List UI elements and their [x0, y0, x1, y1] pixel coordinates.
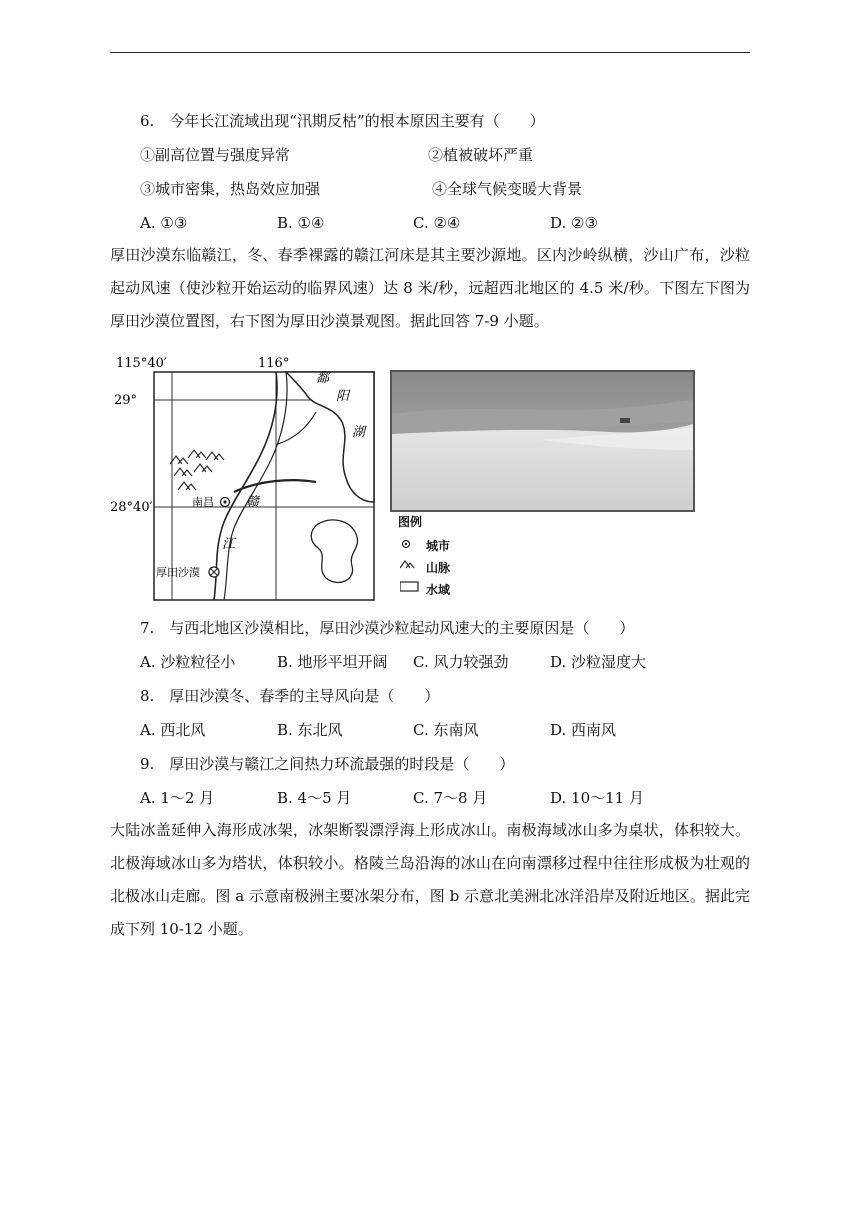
- label-gan-2: 江: [222, 537, 236, 552]
- q6-option-a: A. ①③: [140, 214, 188, 232]
- label-gan-1: 赣: [246, 495, 260, 510]
- map-legend: [398, 514, 518, 604]
- q7-option-a: A. 沙粒粒径小: [140, 653, 236, 671]
- intro-paragraph-10-12: 大陆冰盖延伸入海形成冰架，冰架断裂漂浮海上形成冰山。南极海域冰山多为桌状，体积较大。北极海域冰山多为塔状，体积较小。格陵兰岛沿海的冰山在向南漂移过程中往往形成极为壮观的北极冰山走廊。图 a 示意南极洲主要冰架分布，图 b 示意北美洲北冰洋沿岸及附近地区。据此完成下列 10-12 小题。: [110, 821, 750, 938]
- q7-option-c: C. 风力较强劲: [413, 653, 509, 671]
- q8-option-d: D. 西南风: [550, 721, 617, 739]
- lat-label-2: 28°40′: [110, 500, 153, 515]
- q6-stem: 6. 今年长江流域出现“汛期反枯”的根本原因主要有（ ）: [140, 112, 545, 130]
- figure-houtian-desert: [110, 352, 710, 604]
- label-nanchang: 南昌: [192, 496, 214, 509]
- label-poyang-2: 阳: [336, 389, 350, 404]
- q8-option-b: B. 东北风: [277, 721, 343, 739]
- q6-item-1: ①副高位置与强度异常: [140, 146, 291, 164]
- q7-option-b: B. 地形平坦开阔: [277, 653, 388, 671]
- q6-item-4: ④全球气候变暖大背景: [432, 180, 583, 198]
- desert-landscape-photo: [390, 370, 695, 512]
- q7-option-d: D. 沙粒湿度大: [550, 653, 647, 671]
- q9-option-b: B. 4～5 月: [277, 789, 352, 807]
- header-rule: [110, 52, 750, 53]
- q6-option-c: C. ②④: [413, 214, 461, 232]
- q6-item-3: ③城市密集，热岛效应加强: [140, 180, 321, 198]
- q9-option-d: D. 10～11 月: [550, 789, 644, 807]
- label-poyang-1: 鄱: [316, 371, 330, 386]
- intro-paragraph-7-9: 厚田沙漠东临赣江，冬、春季裸露的赣江河床是其主要沙源地。区内沙岭纵横，沙山广布，沙粒起动风速（使沙粒开始运动的临界风速）达 8 米/秒，远超西北地区的 4.5 米/秒。下图左下图为厚田沙漠位置图，右下图为厚田沙漠景观图。据此回答 7-9 小题。: [110, 246, 750, 330]
- lat-label-1: 29°: [114, 393, 138, 408]
- q8-stem: 8. 厚田沙漠冬、春季的主导风向是（ ）: [140, 687, 440, 705]
- legend-water: 水域: [426, 583, 451, 597]
- label-houtian-desert: 厚田沙漠: [156, 566, 200, 579]
- q6-option-d: D. ②③: [550, 214, 598, 232]
- q7-stem: 7. 与西北地区沙漠相比，厚田沙漠沙粒起动风速大的主要原因是（ ）: [140, 619, 635, 637]
- q9-option-c: C. 7～8 月: [413, 789, 488, 807]
- q6-option-b: B. ①④: [277, 214, 325, 232]
- location-map: [110, 352, 390, 602]
- q9-stem: 9. 厚田沙漠与赣江之间热力环流最强的时段是（ ）: [140, 755, 515, 773]
- q8-option-a: A. 西北风: [140, 721, 206, 739]
- lon-label-1: 115°40′: [116, 356, 167, 371]
- lon-label-2: 116°: [258, 356, 290, 371]
- legend-mountain: 山脉: [426, 561, 451, 575]
- legend-title: 图例: [398, 515, 423, 529]
- q9-option-a: A. 1～2 月: [140, 789, 215, 807]
- legend-symbols: [400, 538, 420, 598]
- q8-option-c: C. 东南风: [413, 721, 479, 739]
- legend-city: 城市: [426, 539, 451, 553]
- label-poyang-3: 湖: [352, 425, 366, 440]
- q6-item-2: ②植被破坏严重: [428, 146, 534, 164]
